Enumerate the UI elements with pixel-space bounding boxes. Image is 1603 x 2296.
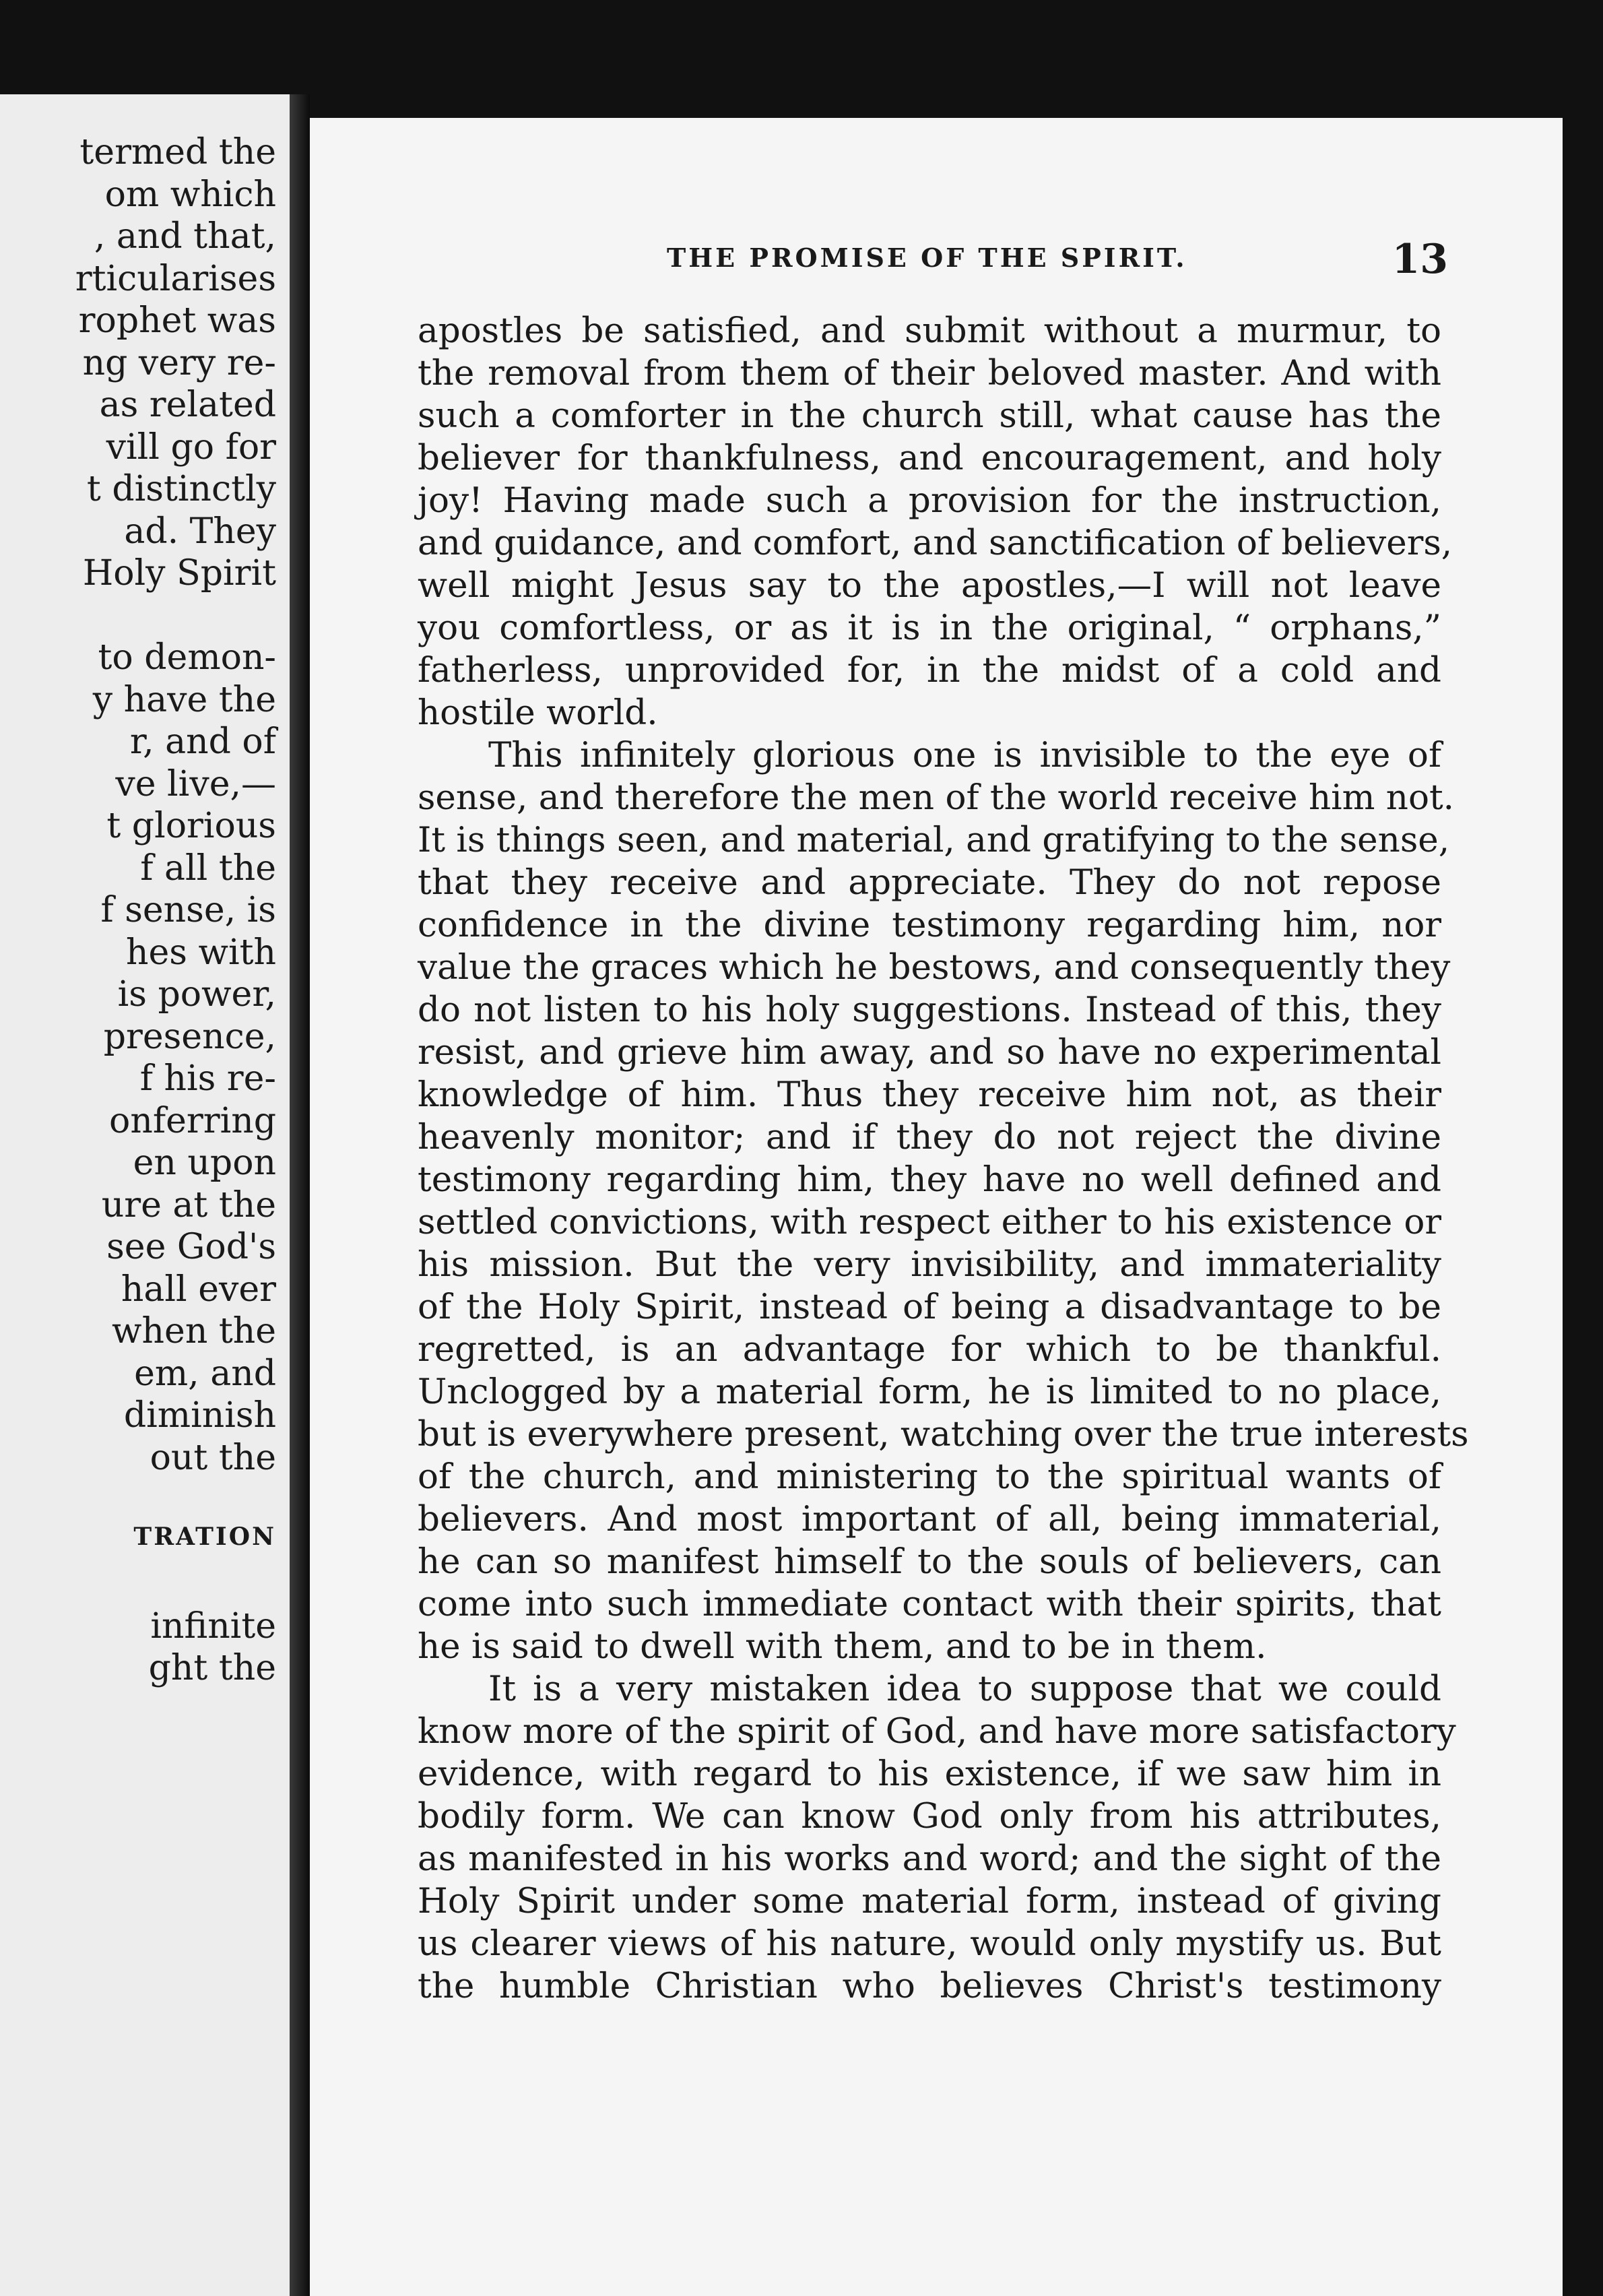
text-line: the removal from them of their beloved master. And with [418, 353, 1441, 393]
text-line: such a comforter in the church still, what cause has the [418, 395, 1441, 436]
facing-page-line: termed the [79, 132, 276, 172]
text-line: This infinitely glorious one is invisible to the eye of [488, 735, 1441, 775]
facing-page-line: ve live,— [115, 763, 276, 804]
text-line: Unclogged by a material form, he is limited to no place, [418, 1372, 1441, 1412]
paragraph [418, 1668, 1456, 2008]
facing-page-line: ad. They [124, 511, 276, 552]
facing-page-line: om which [104, 174, 276, 215]
facing-page-line: f sense, is [100, 890, 276, 930]
text-line: as manifested in his works and word; and the sight of the [418, 1839, 1441, 1879]
text-line: resist, and grieve him away, and so have no experimental [418, 1032, 1441, 1073]
facing-page-line: f all the [140, 848, 276, 889]
text-line: us clearer views of his nature, would only mystify us. But [418, 1923, 1441, 1964]
facing-page-line: r, and of [129, 722, 276, 762]
facing-page-line: diminish [123, 1395, 276, 1436]
text-line: evidence, with regard to his existence, if we saw him in [418, 1754, 1441, 1794]
text-line: confidence in the divine testimony regarding him, nor [418, 905, 1441, 945]
facing-page-line: to demon- [98, 637, 276, 678]
text-line: sense, and therefore the men of the world receive him not. [418, 777, 1455, 818]
facing-page-line: TRATION [133, 1522, 276, 1551]
text-line: the humble Christian who believes Christ's testimony [418, 1966, 1441, 2006]
facing-page-line: is power, [117, 974, 276, 1015]
paragraph [418, 310, 1453, 734]
facing-page-line: hall ever [121, 1269, 276, 1310]
text-line: apostles be satisfied, and submit without a murmur, to [418, 311, 1441, 351]
facing-page-line: onferring [109, 1100, 276, 1141]
text-line: testimony regarding him, they have no well defined and [418, 1159, 1441, 1200]
text-line: regretted, is an advantage for which to be thankful. [418, 1329, 1441, 1370]
book-gutter [290, 94, 310, 2296]
text-line: settled convictions, with respect either to his existence or [418, 1202, 1441, 1242]
text-line: It is a very mistaken idea to suppose that we could [488, 1669, 1441, 1709]
facing-page-line: rticularises [75, 258, 276, 299]
text-line: that they receive and appreciate. They do not repose [418, 862, 1441, 903]
text-line: do not listen to his holy suggestions. Instead of this, they [418, 990, 1441, 1030]
text-line: and guidance, and comfort, and sanctification of believers, [418, 523, 1453, 563]
text-line: but is everywhere present, watching over the true interests [418, 1414, 1469, 1455]
text-line: his mission. But the very invisibility, and immateriality [418, 1244, 1441, 1285]
text-line: It is things seen, and material, and gratifying to the sense, [418, 820, 1450, 860]
facing-page-line: ng very re- [82, 342, 276, 383]
facing-page-line: ght the [148, 1648, 276, 1688]
text-line: bodily form. We can know God only from his attributes, [418, 1796, 1441, 1837]
text-line: well might Jesus say to the apostles,—I will not leave [418, 565, 1441, 606]
paragraph [418, 734, 1469, 1668]
text-line: Holy Spirit under some material form, instead of giving [418, 1881, 1441, 1921]
facing-page-line: , and that, [94, 216, 276, 257]
facing-page-line: rophet was [78, 300, 276, 341]
text-line: value the graces which he bestows, and consequently they [418, 947, 1451, 988]
facing-page-line: t distinctly [86, 469, 276, 509]
facing-page-line: ure at the [101, 1184, 276, 1225]
facing-page-line: em, and [134, 1353, 276, 1394]
text-line: he can so manifest himself to the souls of believers, can [418, 1541, 1441, 1582]
facing-page-line: infinite [150, 1605, 276, 1647]
text-line: fatherless, unprovided for, in the midst of a cold and [418, 650, 1441, 691]
text-line: come into such immediate contact with their spirits, that [418, 1584, 1441, 1624]
text-line: of the church, and ministering to the spiritual wants of [418, 1457, 1441, 1497]
facing-page-line: f his re- [139, 1058, 276, 1099]
facing-page-line: Holy Spirit [82, 553, 276, 594]
facing-page-line: vill go for [106, 426, 276, 468]
main-page [310, 118, 1563, 2296]
text-line: he is said to dwell with them, and to be in them. [418, 1626, 1267, 1667]
text-line: you comfortless, or as it is in the original, “ orphans,” [418, 608, 1441, 648]
text-line: know more of the spirit of God, and have more satisfactory [418, 1711, 1456, 1752]
facing-page-line: en upon [133, 1143, 276, 1183]
facing-page-fragment [0, 94, 290, 2296]
text-line: knowledge of him. Thus they receive him not, as their [418, 1075, 1441, 1115]
facing-page-line: out the [150, 1437, 276, 1478]
facing-page-line: t glorious [106, 806, 276, 846]
facing-page-line: see God's [106, 1227, 276, 1267]
facing-page-line: when the [112, 1311, 276, 1351]
facing-page-line: as related [99, 385, 276, 425]
running-head: THE PROMISE OF THE SPIRIT. [667, 243, 1187, 273]
text-line: heavenly monitor; and if they do not reject the divine [418, 1117, 1441, 1157]
text-line: joy! Having made such a provision for the instruction, [418, 480, 1441, 521]
facing-page-line: presence, [103, 1016, 276, 1057]
facing-page-line: y have the [92, 679, 276, 720]
text-line: hostile world. [418, 693, 658, 733]
page-number: 13 [1392, 236, 1448, 283]
body-text [418, 310, 1469, 2008]
facing-page-line: hes with [125, 932, 276, 973]
text-line: of the Holy Spirit, instead of being a disadvantage to be [418, 1287, 1441, 1327]
text-line: believer for thankfulness, and encouragement, and holy [418, 438, 1441, 478]
text-line: believers. And most important of all, being immaterial, [418, 1499, 1441, 1539]
